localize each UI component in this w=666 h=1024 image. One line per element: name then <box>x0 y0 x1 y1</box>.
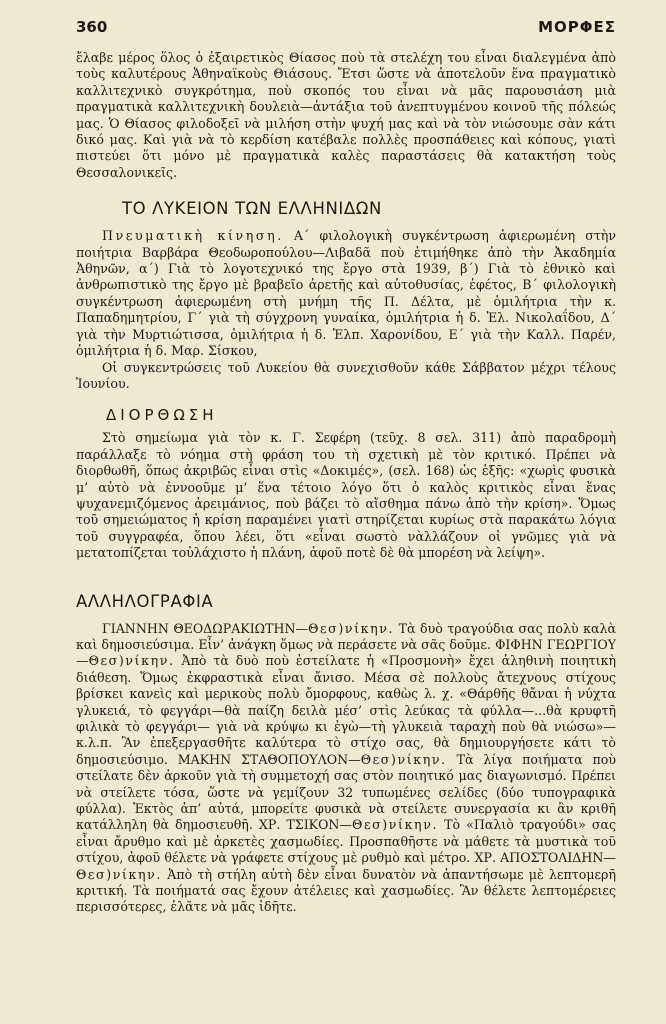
correspondence-heading: ΑΛΛΗΛΟΓΡΑΦΙΑ <box>76 591 214 611</box>
entry-text: Ἀπὸ τὴ στήλη αὐτὴ δὲν εἶναι δυνατὸν νὰ ἀπαντήσωμε μὲ λεπτομερῆ κριτική. Τὰ ποιήματά σας ἔχουν ἀτέλειες καὶ χασμωδίες. Ἂν θέλετε λεπτομέρειες περισσότερες, ἐλᾶτε νὰ μᾶς ἰδῆτε. <box>76 866 616 915</box>
entry-name: ΜΑΚΗΝ ΣΤΑΘΟΠΟΥΛΟΝ— <box>177 751 361 767</box>
lyceum-lead: Πνευματικὴ κίνηση. <box>102 228 284 244</box>
entry-name: ΓΙΑΝΝΗΝ ΘΕΟΔΩΡΑΚΙΩΤΗΝ— <box>102 620 309 636</box>
lyceum-text: Α΄ φιλολογικὴ συγκέντρωση ἀφιερωμένη στὴν ποιήτρια Βαρβάρα Θεοδωροπούλου—Λιβαδᾶ ποὺ ἐτιμήθηκε ἀπὸ τὴν Ἀκαδημία Ἀθηνῶν, α΄) Γιὰ τὸ λογοτεχνικό της ἔργο στὰ 1939, β΄) Γιὰ τὸ ἐθνικὸ καὶ ἀνθρωπιστικὸ της ἔργο μὲ βραβεῖο ἀρετῆς καὶ αὐτοθυσίας, ἐφέτος, Β΄ φιλολογικὴ συγκέντρωση ἀφιερωμένη στὴ μνήμη τῆς Π. Δέλτα, μὲ ὁμιλήτρια τὴν κ. Παπαδημητρίου, Γ΄ γιὰ τὴ σύγχρονη γυναίκα, ὁμιλήτρια ἡ δ. Ἑλ. Νικολαΐδου, Δ΄ γιὰ τὴν Μυρτιώτισσα, ὁμιλήτρια ἡ δ. Ἑλπ. Χαρονίδου, Ε΄ γιὰ τὴν Καλλ. Παρέν, ὁμιλήτρια ἡ δ. Μαρ. Σίσκου, <box>76 228 616 359</box>
entry-place: Θεσ)νίκην. <box>352 817 439 833</box>
entry-name: ΧΡ. ΑΠΟΣΤΟΛΙΔΗΝ— <box>474 850 616 866</box>
correction-heading: ΔΙΟΡΘΩΣΗ <box>106 406 218 425</box>
lyceum-closing: Οἱ συγκεντρώσεις τοῦ Λυκείου θὰ συνεχισθοῦν κάθε Σάββατον μέχρι τέλους Ἰουνίου. <box>76 359 616 391</box>
magazine-title: ΜΟΡΦΕΣ <box>538 18 616 36</box>
entry-text: Τὰ δυὸ τραγούδια σας πολὺ καλὰ καὶ δημοσιεύσιμα. Εἶν’ ἀνάγκη ὅμως νὰ περάσετε νὰ σᾶς δοῦμε. <box>76 620 616 652</box>
lyceum-paragraph <box>76 228 616 359</box>
lyceum-heading: ΤΟ ΛΥΚΕΙΟΝ ΤΩΝ ΕΛΛΗΝΙΔΩΝ <box>122 199 382 219</box>
entry-place: Θεσ)νίκην. <box>360 751 447 767</box>
entry-place: Θεσ)νίκην. <box>88 653 175 669</box>
entry-name: ΧΡ. ΤΣΙΚΟΝ— <box>258 817 353 833</box>
entry-place: Θεσ)νίκην. <box>76 866 163 882</box>
correction-paragraph: Στὸ σημείωμα γιὰ τὸν κ. Γ. Σεφέρη (τεῦχ. 8 σελ. 311) ἀπὸ παραδρομὴ παράλλαξε τὸ νόημα στὴ φράση του τὴ σχετικὴ μὲ τὸν κριτικό. Πρέπει νὰ διορθωθῆ, ὅπως ἀκριβῶς εἶναι στὶς «Δοκιμές», (σελ. 168) ὡς ἑξῆς: «χωρὶς φυσικὰ μ’ αὐτὸ νὰ ἐννοοῦμε μ’ ἕνα τέτοιο λόγο ὅτι ὁ καλὸς κριτικὸς εἶναι ἕνας ψυχανεμιζόμενος ἀρειμάνιος, ποὺ βάζει τὸ αἴσθημα πάνω ἀπὸ τὴν κρίση». Ὅμως τοῦ σημειώματος ἡ κρίση παραμένει γιατὶ στηρίζεται κυρίως στὰ παρακάτω λόγια τοῦ συγγραφέα, ὅπου λέει, ὅτι «εἶναι σωστὸ νὰλλάζουν οἱ γνῶμες γιὰ νὰ μετατοπίζεται τοὐλάχιστο ἡ πλάνη, ἀφοῦ ποτὲ δὲ θὰ μπορέση νὰ λείψη». <box>76 430 616 561</box>
correspondence-paragraph <box>76 621 616 916</box>
entry-name: ΦΙΦΗΝ ΓΕΩΡΓΙΟΥ— <box>76 636 617 669</box>
page-number: 360 <box>76 18 108 36</box>
entry-text: Τὰ λίγα ποιήματα ποὺ στείλατε δὲν ἀρκοῦν γιὰ τὴ συμμετοχή σας στὸν ποιητικό μας διαγωνισμό. Πρέπει νὰ στείλετε τόσα, ὥστε νὰ γεμίζουν 32 τυπωμένες σελίδες (δύο τυπογραφικὰ φύλλα). Ἐκτὸς ἀπ’ αὐτά, μπορείτε φυσικὰ νὰ στείλετε συνεργασία κι ἂν κριθῆ κατάλληλη θὰ δημοσιευθῆ. <box>76 751 617 833</box>
page-header <box>76 18 616 36</box>
intro-paragraph: ἔλαβε μέρος ὅλος ὁ ἐξαιρετικὸς Θίασος ποὺ τὰ στελέχη του εἶναι διαλεγμένα ἀπὸ τοὺς καλυτέρους Ἀθηναϊκοὺς Θιάσους. Ἔτσι ὥστε νὰ ἀποτελοῦν ἕνα πραγματικὸ καλλιτεχνικὸ συγκρότημα, ποὺ σκοπός του εἶναι νὰ μᾶς παρουσιάση μιὰ πραγματικὰ καλλιτεχνικὴ δουλειὰ—ἀντάξια τοῦ ἀνεπτυγμένου κοινοῦ τῆς πόλεώς μας. Ὁ Θίασος φιλοδοξεῖ νὰ μιλήση στὴν ψυχή μας καὶ νὰ τὸν νιώσουμε σὰν κάτι δικό μας. Καὶ γιὰ νὰ τὸ κερδίση κατέβαλε πολλὲς προσπάθειες καὶ κόπους, γιατὶ πιστεύει ὅτι μόνο μὲ πραγματικὰ καλὲς παραστάσεις θὰ κατακτήση τοὺς Θεσσαλονικεῖς. <box>76 50 616 180</box>
entry-text: Τὸ «Παλιὸ τραγούδι» σας εἶναι ἄρυθμο καὶ μὲ ἀρκετὲς χασμωδίες. Προσπαθῆστε νὰ μάθετε τὰ μυστικὰ τοῦ στίχου, ἀφοῦ θέλετε νὰ γράφετε στίχους μὲ ρυθμὸ καὶ μέτρο. <box>76 817 616 866</box>
entry-place: Θεσ)νίκην. <box>308 620 395 636</box>
entry-text: Ἀπὸ τὰ δυὸ ποὺ ἐστείλατε ἡ «Προσμονὴ» ἔχει ἀληθινὴ ποιητικὴ διάθεση. Ὅμως ἐκφραστικὰ εἶναι ἄνισο. Μέσα σὲ πολλοὺς ἄτεχνους στίχους βρίσκει κανεὶς καὶ μερικοὺς πολὺ ὄμορφους, καθὼς λ. χ. «Θάρθῆς θἄναι ἡ νύχτα γλυκειά, τὸ φεγγάρι—θὰ παίζη δειλὰ μέσ’ στὶς λεύκας τὰ φύλλα—...θὰ κρυφτῆ φιλικὰ τὸ φεγγάρι— γιὰ νὰ κρύψω κι ἐγὼ—τὴ γλυκειὰ ταραχὴ ποὺ θὰ νιώσω»—κ.λ.π. Ἂν ἐπεξεργασθῆτε καλύτερα τὸ στίχο σας, θὰ δημιουργήσετε κάτι τὸ δημοσιεύσιμο. <box>76 653 616 767</box>
